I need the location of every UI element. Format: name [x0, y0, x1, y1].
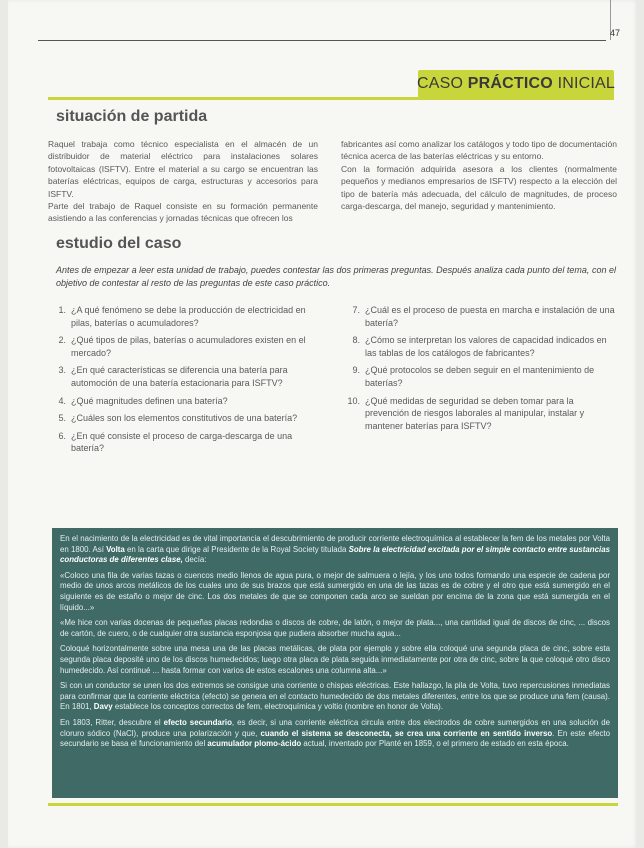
question-text: ¿En qué características se diferencia una batería para automoción de una batería estacionaria para ISFTV? — [71, 365, 288, 388]
situacion-right-column — [341, 138, 617, 212]
box-text: en la carta que dirige al Presidente de la Royal Society titulada — [124, 544, 349, 554]
question-item — [48, 364, 320, 389]
question-text: ¿Qué medidas de seguridad se deben tomar para la prevención de riesgos laborales al manipular, instalar y mantener baterías para ISFTV? — [365, 395, 585, 431]
question-text: ¿Cuáles son los elementos constitutivos de una batería? — [71, 413, 298, 424]
box-text: Si con un conductor se unen los dos extremos se consigue una corriente o chispas eléctricas. Este hallazgo, la pila de Volta, tuvo repercusiones inmediatas para confirmar que la corriente eléctrica (efecto) se genera en el contacto humedecido de dos metales diferentes, entre los que se produce una fem (causa). En 1801, — [60, 681, 610, 712]
question-text: ¿Qué tipos de pilas, baterías o acumuladores existen en el mercado? — [71, 335, 306, 358]
question-item — [48, 430, 320, 455]
question-item — [48, 395, 320, 408]
situacion-right-paragraph: Con la formación adquirida asesora a los clientes (normalmente pequeños y medianos empresarios de ISFTV) respecto a la elección del tipo de batería más adecuada, del cálculo de magnitudes, de proceso carga-descarga, del manejo, seguridad y mantenimiento. — [341, 163, 617, 212]
bottom-rule — [48, 803, 618, 806]
banner-rule — [48, 97, 614, 100]
box-paragraph: Coloqué horizontalmente sobre una mesa una de las placas metálicas, de plata por ejemplo y sobre ella coloqué una segunda placa de cinc, sobre esta segunda placa deposité uno de los discos humedecidos; luego otra placa de plata seguida inmediatamente por otra de cinc, sobre la que coloqué otro disco humedecido. Así continué ... hasta formar con varios de estos escalones una columna alta...» — [60, 644, 610, 675]
question-number: 5. — [58, 413, 66, 424]
box-text: decía: — [182, 555, 207, 565]
box-bold: Davy — [93, 702, 113, 712]
question-item — [48, 412, 320, 425]
question-item — [342, 395, 618, 433]
question-number: 7. — [352, 305, 360, 315]
question-text: ¿Qué protocolos se deben seguir en el mantenimiento de baterías? — [365, 365, 595, 388]
page-number: 47 — [609, 28, 620, 38]
situacion-left-paragraph: Parte del trabajo de Raquel consiste en su formación permanente asistiendo a las conferencias y jornadas técnicas que ofrecen los — [48, 201, 318, 224]
box-text: , es decir, si una corriente eléctrica circula entre dos electrodos de cobre sumergidos en una solución de cloruro sódico (NaCl), produce una polarización y que, — [60, 717, 611, 738]
box-paragraph — [60, 534, 610, 566]
question-number: 2. — [58, 335, 66, 346]
box-bold: acumulador plomo-ácido — [207, 739, 302, 749]
box-paragraph: «Coloco una fila de varias tazas o cuencos medio llenos de agua pura, o mejor de salmuera o lejía, y los uno todos formando una especie de cadena por medio de unos arcos metálicos de los cuales uno de sus brazos que está sumergido en una de las tazas es de cobre y el otro que está sumergido en el siguiente es de estaño o mejor de cinc. Los dos metales de que se componen cada arco se sueldan por encima de la zona que está sumergida en el líquido...» — [60, 570, 610, 612]
situacion-right-paragraph: fabricantes así como analizar los catálogos y todo tipo de documentación técnica acerca de las baterías eléctricas y su entorno. — [341, 139, 617, 162]
estudio-intro: Antes de empezar a leer esta unidad de trabajo, puedes contestar las dos primeras preguntas. Después analiza cada punto del tema, con el objetivo de contestar al resto de las preguntas de este caso práctico. — [56, 265, 616, 288]
situacion-left-paragraph: Raquel trabaja como técnico especialista en el almacén de un distribuidor de material eléctrico para instalaciones solares fotovoltaicas (ISFTV). Entre el material a su cargo se encuentran las baterías eléctricas, equipos de carga, estructuras y accesorios para ISFTV. — [48, 139, 318, 199]
questions-left — [48, 304, 320, 460]
banner-light: CASO — [416, 75, 464, 92]
box-text: . En este efecto secundario se basa el funcionamiento del — [60, 728, 610, 749]
question-number: 3. — [58, 365, 66, 376]
question-text: ¿Qué magnitudes definen una batería? — [71, 395, 228, 406]
page — [8, 0, 638, 848]
question-number: 8. — [352, 335, 360, 346]
box-bold: efecto secundario — [163, 717, 232, 727]
question-number: 10. — [347, 395, 360, 406]
box-paragraph — [60, 718, 610, 750]
questions-right — [342, 304, 618, 437]
top-rule — [38, 40, 606, 41]
question-item — [48, 304, 320, 329]
box-text: En 1803, Ritter, descubre el — [60, 717, 164, 727]
banner-tail: INICIAL — [557, 75, 616, 92]
question-number: 1. — [58, 305, 66, 315]
box-paragraph: «Me hice con varias docenas de pequeñas placas redondas o discos de cobre, de latón, o mejor de plata..., una cantidad igual de discos de cinc, ... discos de cartón, de cuero, o de cualquier otra sustancia esponjosa que pudiera absorber mucha agua... — [60, 618, 610, 638]
box-bold: cuando el sistema se desconecta, se crea una corriente en sentido inverso — [260, 728, 553, 738]
box-bold: Volta — [106, 544, 125, 554]
history-box — [52, 528, 618, 798]
box-paragraph — [60, 681, 610, 713]
question-item — [342, 334, 618, 359]
box-text: En el nacimiento de la electricidad es de vital importancia el descubrimiento de producir corriente electroquímica al establecer la fem de los metales por Volta en 1800. Así — [60, 534, 610, 554]
question-text: ¿A qué fenómeno se debe la producción de electricidad en pilas, baterías o acumuladores? — [71, 305, 306, 328]
question-number: 6. — [58, 430, 66, 441]
box-text: actual, inventado por Planté en 1859, o el primero de estado en esta época. — [301, 739, 569, 749]
question-item — [48, 334, 320, 359]
question-number: 9. — [352, 365, 360, 376]
question-item — [342, 364, 618, 389]
situacion-heading: situación de partida — [56, 108, 208, 125]
situacion-left-column — [48, 138, 318, 225]
question-text: ¿Cómo se interpretan los valores de capacidad indicados en las tablas de los catálogos de fabricantes? — [365, 335, 607, 358]
question-text: ¿En qué consiste el proceso de carga-descarga de una batería? — [71, 430, 293, 454]
section-banner — [418, 70, 614, 98]
estudio-heading: estudio del caso — [56, 235, 182, 252]
box-text: establece los conceptos correctos de fem, electroquímica y voltio (nombre en honor de Volta). — [112, 702, 443, 712]
question-item — [342, 304, 618, 329]
question-number: 4. — [58, 395, 66, 406]
question-text: ¿Cuál es el proceso de puesta en marcha e instalación de una batería? — [365, 305, 615, 328]
box-title-italic: Sobre la electricidad excitada por el simple contacto entre sustancias conductoras de diferentes clase, — [60, 544, 610, 565]
banner-bold: PRÁCTICO — [467, 75, 553, 92]
